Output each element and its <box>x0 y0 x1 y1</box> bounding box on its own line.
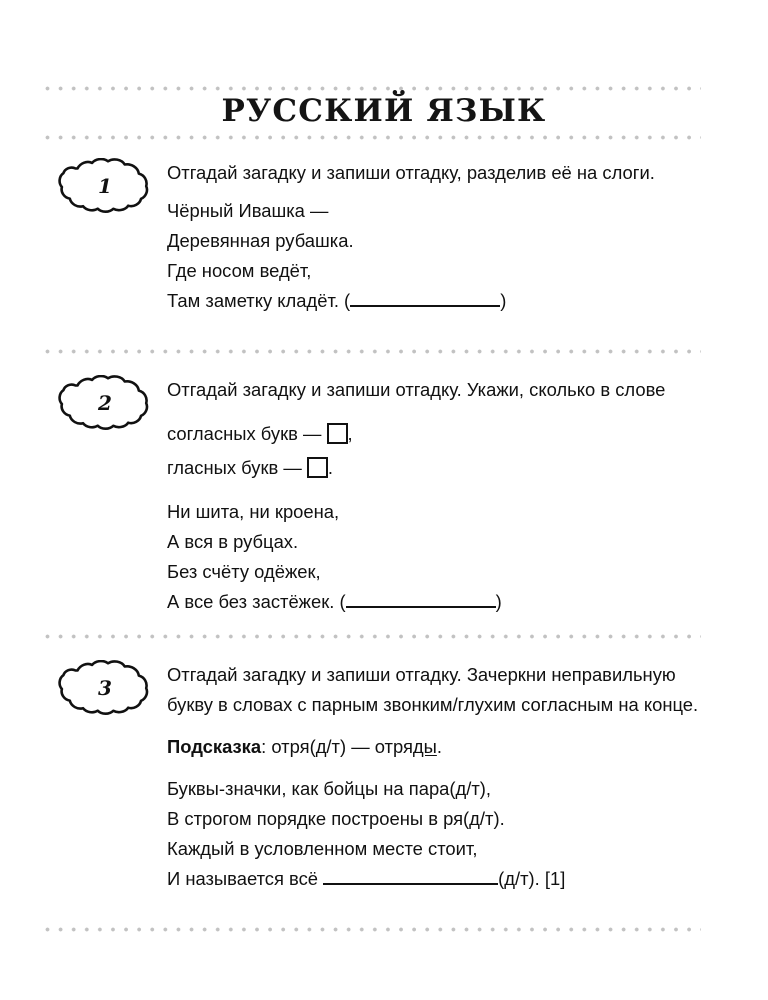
task-3-body <box>167 660 701 894</box>
separator-bottom <box>45 927 701 932</box>
task-2-consonant-label: согласных букв — <box>167 423 327 444</box>
task-number-badge-2 <box>55 375 149 431</box>
task-3-answer-blank[interactable] <box>323 870 498 885</box>
task-1-riddle-line-3: Где носом ведёт, <box>167 260 312 281</box>
task-1-body <box>167 158 701 316</box>
task-number-2: 2 <box>98 391 112 415</box>
task-3-hint-label: Подсказка <box>167 736 262 757</box>
separator-task-2-3 <box>45 634 701 639</box>
task-3-hint-period: . <box>436 736 442 757</box>
task-3-hint <box>167 732 701 762</box>
task-number-3: 3 <box>98 676 112 700</box>
task-3-last-line-before: И называется всё <box>167 868 324 889</box>
page-title-band <box>0 93 768 129</box>
task-3-riddle-line-1: Буквы-значки, как бойцы на пара(д/т), <box>167 778 492 799</box>
task-3-last-line-after: (д/т). [1] <box>498 868 566 889</box>
task-2-consonant-answer-box[interactable] <box>327 423 348 444</box>
task-1-riddle-line-4 <box>167 286 701 316</box>
task-2-riddle-line-3: Без счёту одёжек, <box>167 561 321 582</box>
separator-task-1-2 <box>45 349 701 354</box>
task-2-vowel-label: гласных букв — <box>167 457 307 478</box>
task-2-vowel-punct: . <box>327 457 334 478</box>
task-2-body <box>167 375 701 617</box>
task-1-riddle-line-1: Чёрный Ивашка — <box>167 200 329 221</box>
task-2-riddle-line-4-text: А все без застёжек. ( <box>167 591 346 612</box>
task-1-riddle-line-2: Деревянная рубашка. <box>167 230 354 251</box>
task-number-badge-3 <box>55 660 149 716</box>
task-2-consonant-line <box>167 417 701 451</box>
task-2-answer-blank[interactable] <box>346 593 496 608</box>
task-3-hint-sep: : <box>261 736 272 757</box>
separator-top <box>45 86 701 91</box>
task-2-vowel-line <box>167 451 701 485</box>
task-1-answer-blank[interactable] <box>350 292 500 307</box>
task-3-instruction: Отгадай загадку и запиши отгадку. Зачеркни неправильную букву в словах с парным звонким/глухим согласным на конце. <box>167 664 699 715</box>
task-3-hint-underlined: ды <box>412 736 437 757</box>
page-title: РУССКИЙ ЯЗЫК <box>221 93 547 129</box>
task-3-hint-text: отря(д/т) — отря <box>271 736 413 757</box>
task-1-answer-close: ) <box>500 290 507 311</box>
task-3-riddle-line-2: В строгом порядке построены в ря(д/т). <box>167 808 505 829</box>
task-2-consonant-punct: , <box>347 423 353 444</box>
separator-under-title <box>45 135 701 140</box>
task-2-riddle-line-4 <box>167 587 701 617</box>
task-2-riddle-line-2: А вся в рубцах. <box>167 531 299 552</box>
task-1-riddle-line-4-text: Там заметку кладёт. ( <box>167 290 351 311</box>
task-2-riddle-line-1: Ни шита, ни кроена, <box>167 501 340 522</box>
task-number-badge-1 <box>55 158 149 214</box>
task-2-answer-close: ) <box>495 591 502 612</box>
task-1-instruction: Отгадай загадку и запиши отгадку, разделив её на слоги. <box>167 162 655 183</box>
task-number-1: 1 <box>98 174 112 198</box>
task-3-riddle-line-3: Каждый в условленном месте стоит, <box>167 838 478 859</box>
task-3-riddle-line-4 <box>167 864 701 894</box>
task-2-instruction: Отгадай загадку и запиши отгадку. Укажи, сколько в слове <box>167 379 666 400</box>
task-2-vowel-answer-box[interactable] <box>307 457 328 478</box>
